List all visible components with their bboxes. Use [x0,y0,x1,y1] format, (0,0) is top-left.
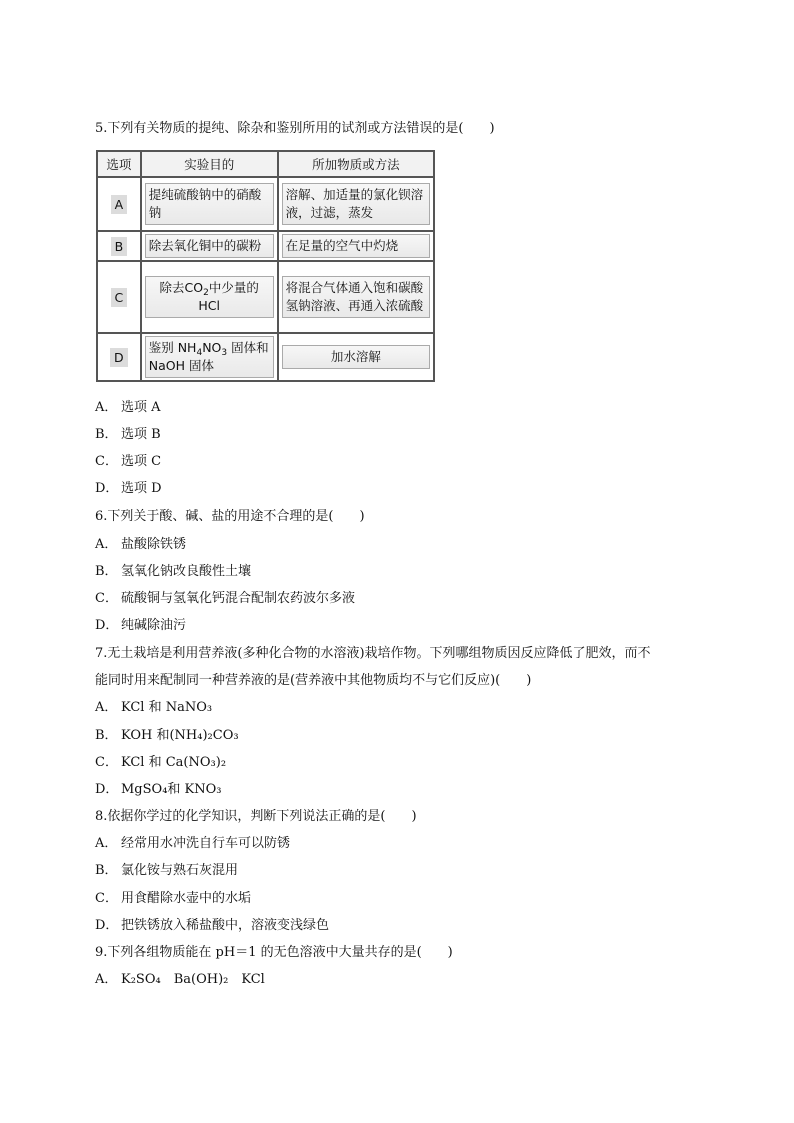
list-item[interactable]: C． 硫酸铜与氢氧化钙混合配制农药波尔多液 [95,591,356,606]
list-item[interactable]: D． 选项 D [95,481,162,496]
header-method: 所加物质或方法 [278,151,434,177]
row-purpose: 提纯硫酸钠中的硝酸钠 [145,183,274,225]
row-purpose: 除去$CO_2$中少量的 HCl [145,276,274,318]
q8-stem: 8.依据你学过的化学知识，判断下列说法正确的是( ) [95,809,417,824]
row-purpose: 鉴别 $NH_4NO_3$ 固体和 NaOH 固体 [145,336,274,378]
row-id: B [111,237,128,256]
q7-stem-line2: 能同时用来配制同一种营养液的是(营养液中其他物质均不与它们反应)( ) [95,673,532,688]
list-item[interactable]: B． 选项 B [95,427,161,442]
table-row [97,231,434,261]
list-item[interactable]: D． 把铁锈放入稀盐酸中，溶液变浅绿色 [95,918,330,933]
list-item[interactable]: A． KCl 和 NaNO₃ [95,700,213,715]
row-method: 将混合气体通入饱和碳酸氢钠溶液、再通入浓硫酸 [282,276,430,318]
table-header-row [97,151,434,177]
q5-table [96,150,435,382]
q9-stem: 9.下列各组物质能在 pH＝1 的无色溶液中大量共存的是( ) [95,945,453,960]
list-item[interactable]: B． 氢氧化钠改良酸性土壤 [95,564,252,579]
table-row [97,261,434,333]
table-row [97,177,434,231]
q7-stem-line1: 7.无土栽培是利用营养液(多种化合物的水溶液)栽培作物。下列哪组物质因反应降低了肥效，而不 [95,646,651,661]
list-item[interactable]: A． 经常用水冲洗自行车可以防锈 [95,836,291,851]
table-row [97,333,434,381]
row-id: D [110,348,128,367]
q6-stem: 6.下列关于酸、碱、盐的用途不合理的是( ) [95,509,365,524]
row-id: C [111,288,128,307]
header-purpose: 实验目的 [141,151,278,177]
list-item[interactable]: A． K₂SO₄ Ba(OH)₂ KCl [95,972,265,987]
row-method: 溶解、加适量的氯化钡溶液，过滤，蒸发 [282,183,430,225]
header-option: 选项 [97,151,141,177]
list-item[interactable]: C． 选项 C [95,454,162,469]
row-id: A [111,195,128,214]
q5-stem: 5.下列有关物质的提纯、除杂和鉴别所用的试剂或方法错误的是( ) [95,121,495,136]
list-item[interactable]: B． KOH 和(NH₄)₂CO₃ [95,728,239,743]
row-method: 在足量的空气中灼烧 [282,234,430,258]
list-item[interactable]: A． 盐酸除铁锈 [95,537,187,552]
list-item[interactable]: D． 纯碱除油污 [95,618,187,633]
row-method: 加水溶解 [282,345,430,369]
list-item[interactable]: C． 用食醋除水壶中的水垢 [95,891,252,906]
list-item[interactable]: C． KCl 和 Ca(NO₃)₂ [95,755,227,770]
list-item[interactable]: A． 选项 A [95,400,161,415]
list-item[interactable]: B． 氯化铵与熟石灰混用 [95,863,239,878]
row-purpose: 除去氧化铜中的碳粉 [145,234,274,258]
list-item[interactable]: D． MgSO₄和 KNO₃ [95,782,222,797]
